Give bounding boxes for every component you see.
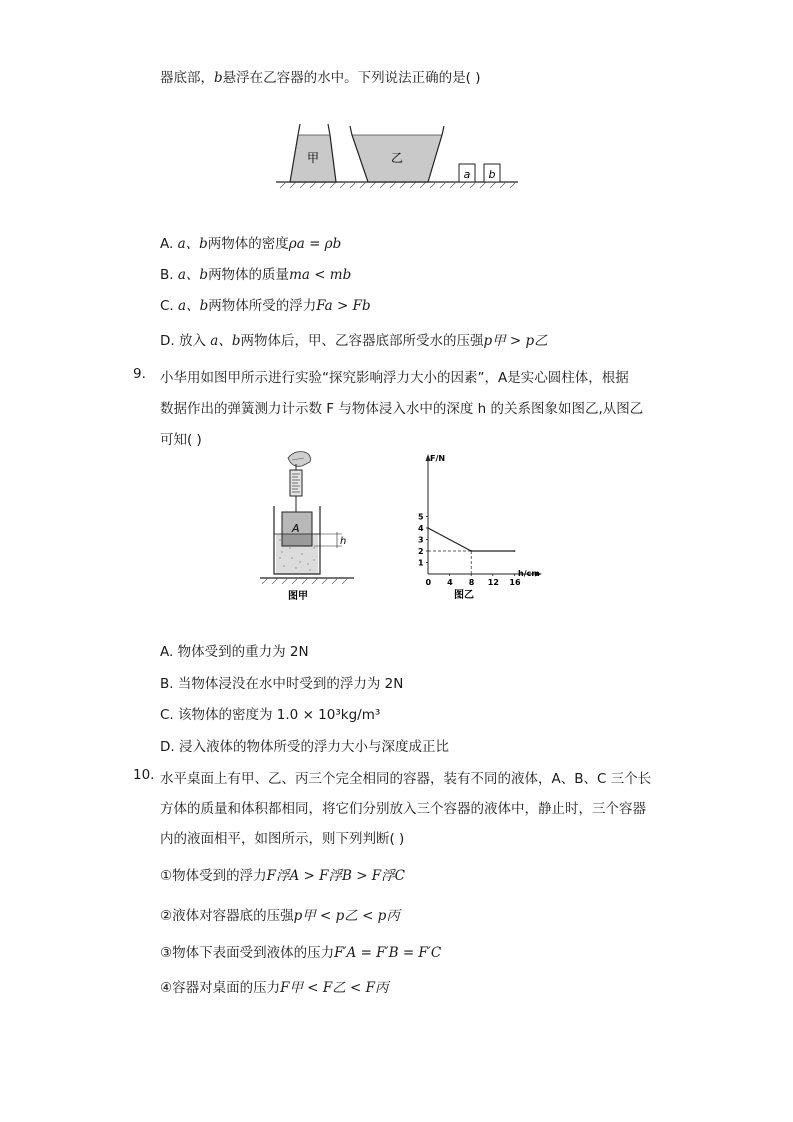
chart-x-tick-label: 8	[468, 578, 475, 587]
q9-stem-line1: 小华用如图甲所示进行实验“探究影响浮力大小的因素”，A是实心圆柱体，根据	[160, 370, 629, 386]
block-b-label: b	[488, 168, 496, 181]
chart-series-line	[428, 528, 514, 551]
chart-x-tick-label: 12	[487, 578, 499, 587]
q9-number: 9.	[133, 366, 146, 382]
q9-stem-line3: 可知( )	[160, 432, 202, 448]
q8-containers-figure	[0, 110, 793, 200]
q10-stem-line2: 方体的质量和体积都相同，将它们分别放入三个容器的液体中，静止时，三个容器	[160, 801, 646, 817]
q10-statement-1-math: F浮A > F浮B > F浮C	[266, 868, 405, 884]
chart-x-tick-label: 16	[509, 578, 521, 587]
figure-jia-caption: 图甲	[288, 591, 308, 602]
q9-option-c[interactable]: C. 该物体的密度为 1.0 × 10³kg/m³	[160, 707, 381, 723]
container-yi-label: 乙	[390, 151, 404, 165]
depth-h-label: h	[340, 536, 347, 547]
q8-option-b-math: ma < mb	[289, 267, 352, 283]
q8-option-c-math: Fa > Fb	[316, 298, 371, 314]
q9-option-d[interactable]: D. 浸入液体的物体所受的浮力大小与深度成正比	[160, 739, 449, 755]
q9-option-b[interactable]: B. 当物体浸没在水中时受到的浮力为 2N	[160, 676, 404, 692]
q9-experiment-figure	[252, 448, 362, 608]
chart-x-label: h/cm	[518, 569, 540, 578]
q8-option-b[interactable]: B. a、b两物体的质量ma < mb	[160, 267, 352, 283]
chart-y-tick-label: 3	[418, 535, 424, 545]
q8-option-d-math: p甲 > p乙	[483, 333, 548, 349]
q8-stem: 器底部，b悬浮在乙容器的水中。下列说法正确的是( )	[160, 70, 481, 86]
chart-y-label: F/N	[430, 454, 446, 463]
container-jia-label: 甲	[306, 151, 320, 165]
q10-stem-line1: 水平桌面上有甲、乙、丙三个完全相同的容器，装有不同的液体，A、B、C 三个长	[160, 771, 652, 787]
q8-option-a[interactable]: A. a、b两物体的密度ρa = ρb	[160, 236, 342, 252]
q8-option-c[interactable]: C. a、b两物体所受的浮力Fa > Fb	[160, 298, 371, 314]
q10-statement-3-math: F′A = F′B = F′C	[334, 945, 442, 961]
q10-stem-line3: 内的液面相平，如图所示，则下列判断( )	[160, 831, 405, 847]
chart-y-tick-label: 1	[418, 558, 424, 568]
q10-statement-4: ④容器对桌面的压力F甲 < F乙 < F丙	[160, 980, 389, 996]
q9-stem-line2: 数据作出的弹簧测力计示数 F 与物体浸入水中的深度 h 的关系图象如图乙,从图乙	[160, 401, 644, 417]
chart-x-tick-label: 4	[447, 578, 453, 587]
q10-number: 10.	[133, 767, 155, 783]
chart-x-tick-label: 0	[425, 578, 432, 587]
q8-option-d[interactable]: D. 放入 a、b两物体后，甲、乙容器底部所受水的压强p甲 > p乙	[160, 333, 548, 349]
chart-data-point	[470, 550, 472, 552]
chart-y-tick-label: 4	[418, 524, 424, 533]
q10-statement-2: ②液体对容器底的压强p甲 < p乙 < p丙	[160, 908, 400, 924]
q8-option-a-math: ρa = ρb	[288, 236, 342, 252]
q10-statement-3: ③物体下表面受到液体的压力F′A = F′B = F′C	[160, 945, 442, 961]
chart-y-tick-label: 5	[418, 512, 424, 522]
q10-statement-2-math: p甲 < p乙 < p丙	[293, 908, 400, 924]
q10-statement-4-math: F甲 < F乙 < F丙	[280, 980, 389, 996]
chart-y-tick-label: 2	[418, 547, 424, 556]
q10-statement-1: ①物体受到的浮力F浮A > F浮B > F浮C	[160, 868, 405, 884]
hand-icon	[288, 452, 310, 467]
block-a-label: a	[463, 168, 471, 181]
chart-caption: 图乙	[454, 590, 474, 601]
chart-data-point	[514, 550, 516, 552]
cylinder-a-label: A	[292, 522, 300, 535]
q9-force-depth-chart	[412, 448, 542, 608]
chart-data-point	[427, 527, 429, 529]
q9-option-a[interactable]: A. 物体受到的重力为 2N	[160, 644, 309, 660]
